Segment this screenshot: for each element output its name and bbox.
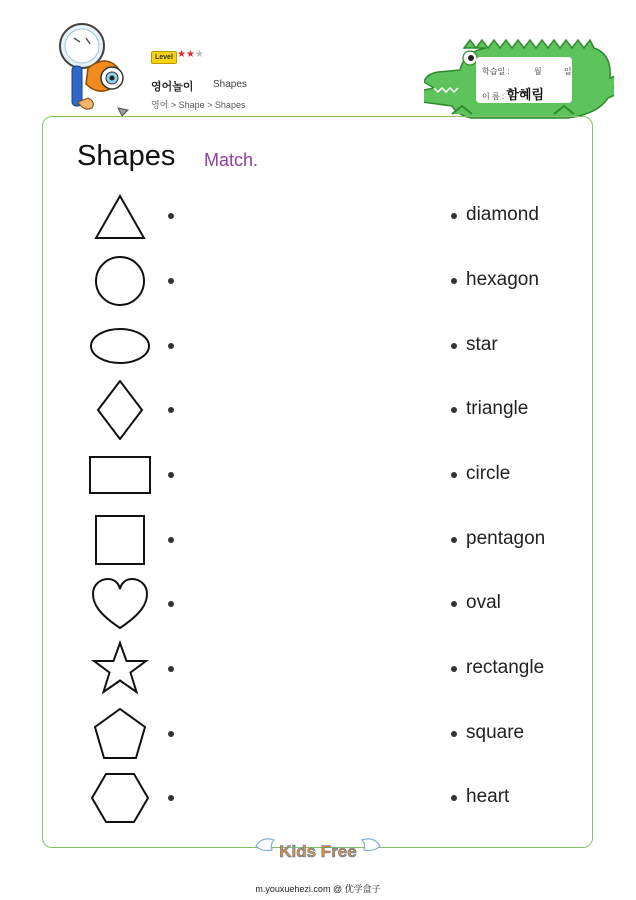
diamond-icon xyxy=(85,380,155,440)
right-match-dot[interactable] xyxy=(451,601,457,607)
day-label: 일 xyxy=(563,67,572,76)
site-attribution: m.youxuehezi.com @ 优学盒子 xyxy=(255,884,381,894)
right-match-dot[interactable] xyxy=(451,731,457,737)
category-subtitle: Shapes xyxy=(213,79,247,90)
star-icon xyxy=(85,639,155,699)
rectangle-icon xyxy=(85,445,155,505)
worksheet-instruction: Match. xyxy=(204,150,259,170)
word-label: heart xyxy=(466,786,510,807)
word-label: triangle xyxy=(466,398,529,419)
student-name: 함혜림 xyxy=(506,87,545,102)
word-label: square xyxy=(466,722,525,743)
word-label: oval xyxy=(466,592,501,613)
left-match-dot[interactable] xyxy=(168,472,174,478)
left-match-dot[interactable] xyxy=(168,731,174,737)
right-match-dot[interactable] xyxy=(451,343,457,349)
word-label: diamond xyxy=(466,204,539,225)
month-label: 월 xyxy=(533,67,542,76)
right-match-dot[interactable] xyxy=(451,472,457,478)
right-match-dot[interactable] xyxy=(451,278,457,284)
right-match-dot[interactable] xyxy=(451,407,457,413)
right-match-dot[interactable] xyxy=(451,537,457,543)
breadcrumb: 영어 > Shape > Shapes xyxy=(151,100,246,110)
name-label: 이 름 : xyxy=(482,92,505,101)
kids-free-logo xyxy=(250,832,386,866)
magnifier-mascot-illustration xyxy=(52,18,142,126)
level-badge: Level xyxy=(151,51,177,64)
svg-text:Kids Free: Kids Free xyxy=(279,842,357,861)
heart-icon xyxy=(85,574,155,634)
level-rating xyxy=(177,49,204,60)
left-match-dot[interactable] xyxy=(168,278,174,284)
word-label: star xyxy=(466,334,498,355)
oval-icon xyxy=(85,316,155,376)
student-info-box xyxy=(476,57,572,103)
study-date-label: 학습일 : xyxy=(482,67,510,76)
left-match-dot[interactable] xyxy=(168,537,174,543)
star-filled-icon: ★ xyxy=(177,49,186,60)
star-filled-icon: ★ xyxy=(185,49,195,60)
pentagon-icon xyxy=(85,704,155,764)
star-empty-icon: ★ xyxy=(194,49,204,60)
word-label: hexagon xyxy=(466,269,539,290)
left-match-dot[interactable] xyxy=(168,407,174,413)
square-icon xyxy=(85,510,155,570)
left-match-dot[interactable] xyxy=(168,343,174,349)
left-match-dot[interactable] xyxy=(168,601,174,607)
right-match-dot[interactable] xyxy=(451,666,457,672)
student-name-row xyxy=(482,84,544,103)
left-match-dot[interactable] xyxy=(168,795,174,801)
word-label: circle xyxy=(466,463,511,484)
category-title: 영어놀이 xyxy=(151,81,194,93)
word-label: rectangle xyxy=(466,657,545,678)
study-date-row xyxy=(482,66,572,77)
circle-icon xyxy=(85,251,155,311)
word-label: pentagon xyxy=(466,528,546,549)
left-match-dot[interactable] xyxy=(168,666,174,672)
left-match-dot[interactable] xyxy=(168,213,174,219)
right-match-dot[interactable] xyxy=(451,795,457,801)
triangle-icon xyxy=(85,186,155,246)
worksheet-title: Shapes xyxy=(77,140,176,172)
hexagon-icon xyxy=(85,768,155,828)
right-match-dot[interactable] xyxy=(451,213,457,219)
